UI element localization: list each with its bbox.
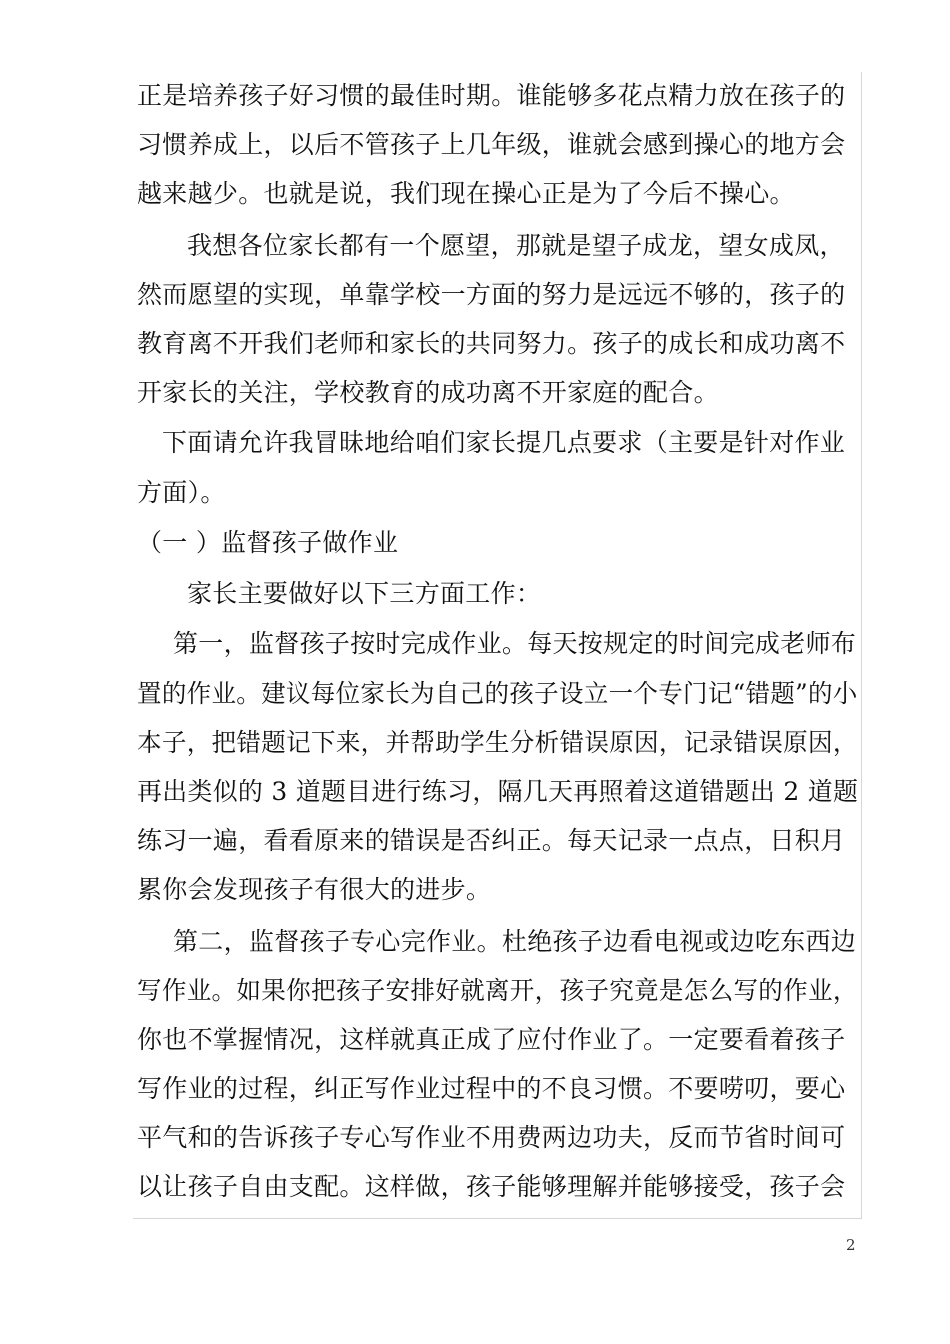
text-line: 写作业。如果你把孩子安排好就离开，孩子究竟是怎么写的作业， [137, 976, 858, 1005]
text-line: 然而愿望的实现，单靠学校一方面的努力是远远不够的，孩子的 [137, 280, 846, 309]
text-line: 以让孩子自由支配。这样做，孩子能够理解并能够接受，孩子会 [137, 1172, 846, 1201]
text-line: 写作业的过程，纠正写作业过程中的不良习惯。不要唠叨，要心 [137, 1074, 846, 1103]
page-number: 2 [846, 1236, 856, 1254]
text-line: 置的作业。建议每位家长为自己的孩子设立一个专门记“错题”的小 [137, 679, 858, 708]
text-line: 我想各位家长都有一个愿望，那就是望子成龙，望女成凤， [187, 231, 845, 260]
text-line: 下面请允许我冒昧地给咱们家长提几点要求（主要是针对作业 [162, 428, 846, 457]
text-line: 正是培养孩子好习惯的最佳时期。谁能够多花点精力放在孩子的 [137, 81, 846, 110]
text-line: 你也不掌握情况，这样就真正成了应付作业了。一定要看着孩子 [137, 1025, 846, 1054]
text-line: 本子，把错题记下来，并帮助学生分析错误原因，记录错误原因， [137, 728, 858, 757]
text-line: 第二，监督孩子专心完作业。杜绝孩子边看电视或边吃东西边 [173, 927, 857, 956]
text-line: 开家长的关注，学校教育的成功离不开家庭的配合。 [137, 378, 719, 407]
text-line: 教育离不开我们老师和家长的共同努力。孩子的成长和成功离不 [137, 329, 846, 358]
text-line: 第一，监督孩子按时完成作业。每天按规定的时间完成老师布 [173, 629, 857, 658]
section-heading: （一 ）监督孩子做作业 [137, 528, 399, 557]
text-line: 家长主要做好以下三方面工作： [187, 579, 542, 608]
text-line: 累你会发现孩子有很大的进步。 [137, 875, 492, 904]
text-line: 平气和的告诉孩子专心写作业不用费两边功夫，反而节省时间可 [137, 1123, 846, 1152]
text-line: 练习一遍，看看原来的错误是否纠正。每天记录一点点，日积月 [137, 826, 846, 855]
text-line: 习惯养成上，以后不管孩子上几年级，谁就会感到操心的地方会 [137, 130, 846, 159]
text-line: 越来越少。也就是说，我们现在操心正是为了今后不操心。 [137, 179, 795, 208]
text-line: 方面）。 [137, 478, 226, 507]
text-line: 再出类似的 3 道题目进行练习，隔几天再照着这道错题出 2 道题 [137, 777, 859, 806]
